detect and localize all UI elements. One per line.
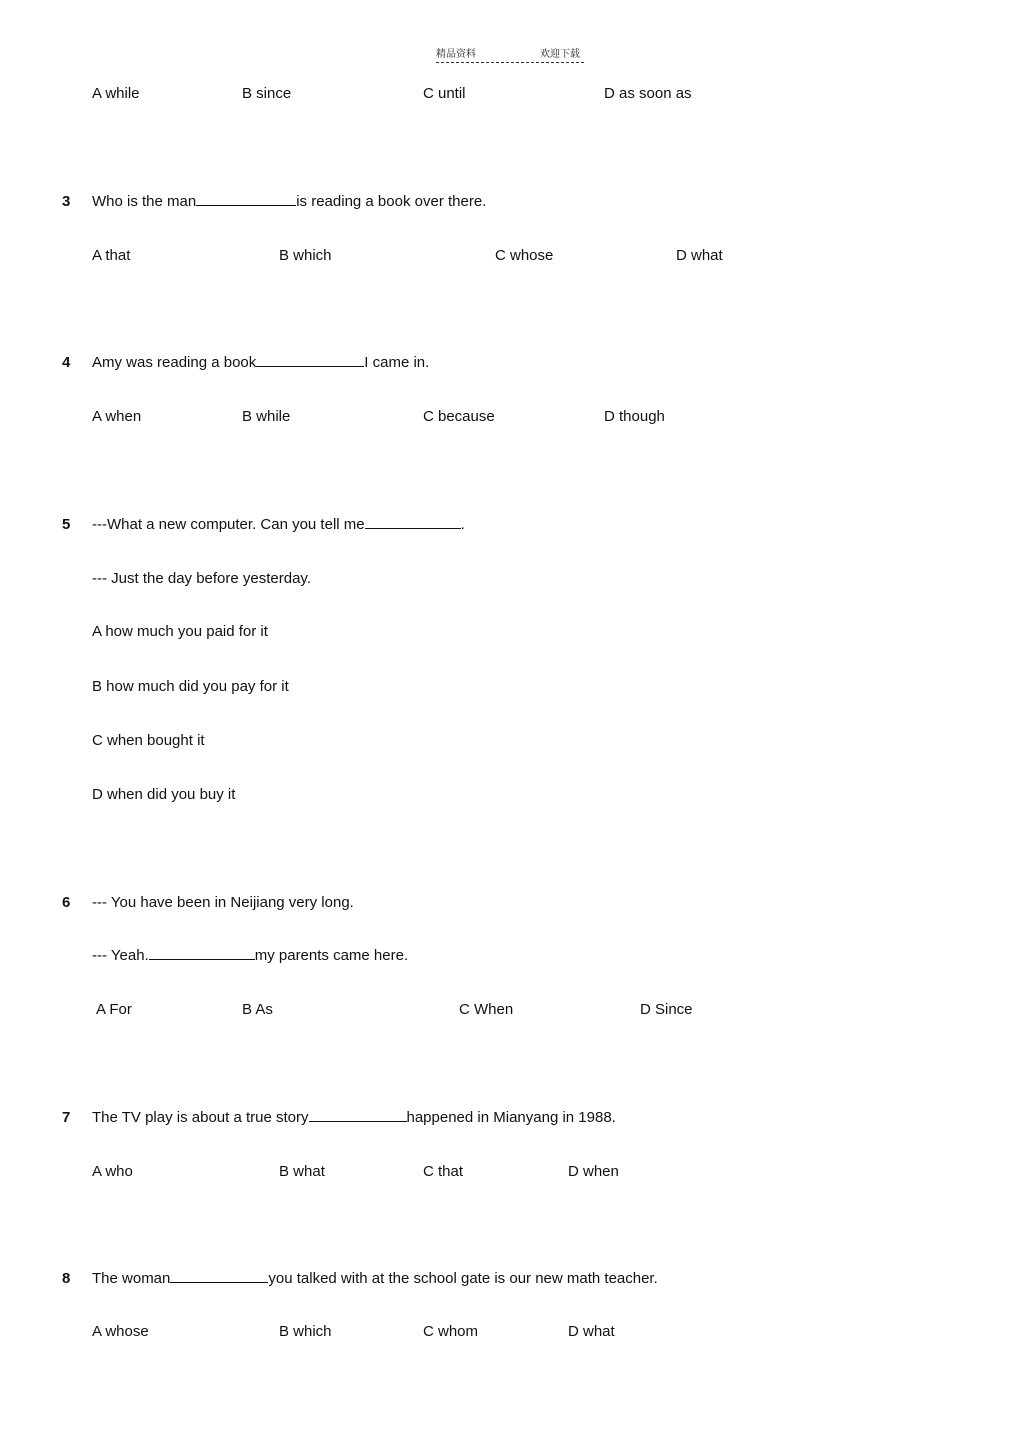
q3-stem — [92, 193, 486, 210]
q8-number: 8 — [62, 1270, 70, 1287]
q8-option-c: C whom — [423, 1323, 479, 1340]
q5-blank — [365, 516, 461, 529]
q5-stem — [92, 516, 465, 533]
q4-stem-after: I came in. — [364, 354, 430, 371]
q3-number: 3 — [62, 193, 70, 210]
q7-option-d: D when — [568, 1163, 619, 1180]
q3-stem-before: Who is the man — [92, 193, 197, 210]
q5-stem-after: . — [460, 516, 465, 533]
q4-option-c: C because — [423, 408, 495, 425]
q5-option-b: B how much did you pay for it — [92, 678, 289, 695]
header-right-text: 欢迎下载 — [540, 49, 580, 60]
q8-option-d: D what — [568, 1323, 615, 1340]
q3-blank — [196, 193, 296, 206]
q6-option-b: B As — [242, 1001, 273, 1018]
q5-option-a: A how much you paid for it — [92, 623, 268, 640]
q4-blank — [256, 354, 364, 367]
q5-stem-before: ---What a new computer. Can you tell me — [92, 516, 365, 533]
q6-option-c: C When — [459, 1001, 514, 1018]
q2-option-c: C until — [423, 85, 466, 102]
q7-option-a: A who — [92, 1163, 133, 1180]
q3-option-b: B which — [279, 247, 332, 264]
q4-stem — [92, 354, 429, 371]
header-divider — [436, 62, 584, 63]
q7-number: 7 — [62, 1109, 70, 1126]
q4-option-a: A when — [92, 408, 142, 425]
q6-line2 — [92, 947, 408, 964]
q2-option-a: A while — [92, 85, 140, 102]
q6-blank — [149, 947, 255, 960]
q4-stem-before: Amy was reading a book — [92, 354, 257, 371]
q8-option-b: B which — [279, 1323, 332, 1340]
q2-option-d: D as soon as — [604, 85, 692, 102]
q7-blank — [309, 1109, 407, 1122]
q4-option-b: B while — [242, 408, 291, 425]
q8-option-a: A whose — [92, 1323, 149, 1340]
q7-option-b: B what — [279, 1163, 325, 1180]
q7-option-c: C that — [423, 1163, 464, 1180]
q3-option-c: C whose — [495, 247, 554, 264]
q3-option-d: D what — [676, 247, 723, 264]
q6-option-d: D Since — [640, 1001, 693, 1018]
q6-line2-after: my parents came here. — [254, 947, 409, 964]
q5-response: --- Just the day before yesterday. — [92, 570, 311, 587]
q6-number: 6 — [62, 894, 70, 911]
q6-line1: --- You have been in Neijiang very long. — [92, 894, 354, 911]
q8-blank — [170, 1270, 268, 1283]
header-left-text: 精品资料 — [436, 49, 476, 60]
q4-number: 4 — [62, 354, 70, 371]
q3-stem-after: is reading a book over there. — [296, 193, 487, 210]
q8-stem-after: you talked with at the school gate is our new math teacher. — [268, 1270, 658, 1287]
q6-line2-before: --- Yeah. — [92, 947, 149, 964]
q7-stem — [92, 1109, 616, 1126]
q8-stem — [92, 1270, 658, 1287]
q5-option-d: D when did you buy it — [92, 786, 236, 803]
q6-option-a: A For — [96, 1001, 132, 1018]
q5-number: 5 — [62, 516, 70, 533]
q7-stem-after: happened in Mianyang in 1988. — [406, 1109, 616, 1126]
q4-option-d: D though — [604, 408, 665, 425]
q5-option-c: C when bought it — [92, 732, 205, 749]
q8-stem-before: The woman — [92, 1270, 171, 1287]
q2-option-b: B since — [242, 85, 292, 102]
q7-stem-before: The TV play is about a true story — [92, 1109, 309, 1126]
q3-option-a: A that — [92, 247, 131, 264]
